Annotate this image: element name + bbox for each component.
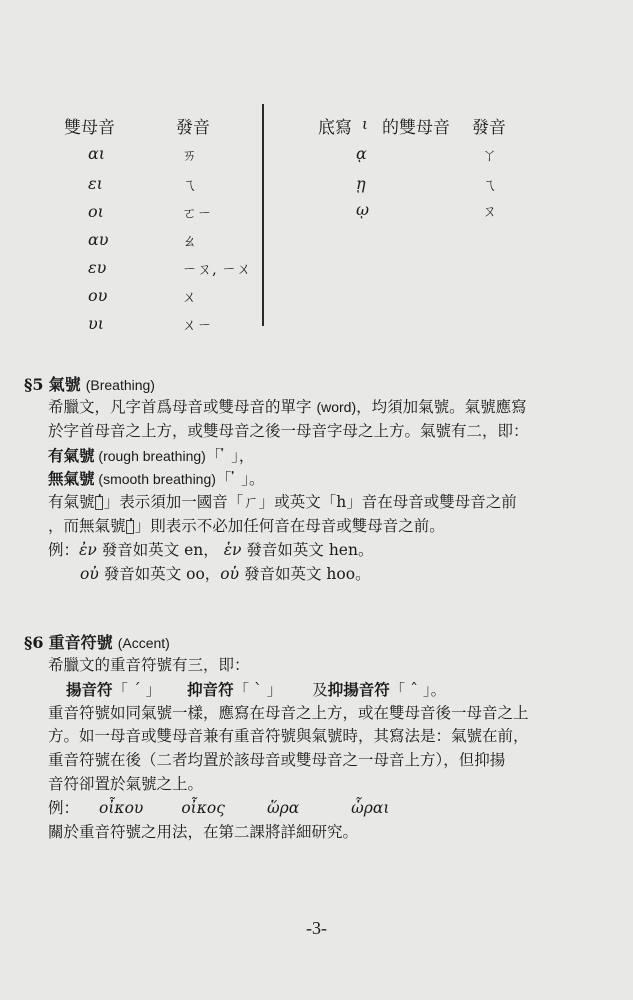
left-row-zhuyin: ㄛㄧ (182, 204, 213, 222)
smooth-breathing-label: 無氣號 (48, 469, 95, 489)
example-greek: οἶκος (181, 798, 225, 817)
left-row-greek: ει (88, 174, 103, 193)
text-span: (word) (316, 399, 357, 415)
left-row-zhuyin: ㄠ (182, 232, 198, 250)
text-line: ，而無氣號「̓」則表示不必加任何音在母音或雙母音之前。 (48, 516, 445, 535)
smooth-breathing-en: (smooth breathing) (94, 471, 216, 488)
right-header-iota: ι (362, 115, 368, 133)
example-label: 例： (48, 798, 80, 817)
table-divider (262, 104, 264, 326)
right-row-greek: ῳ (356, 200, 370, 219)
left-row-greek: ου (88, 286, 108, 305)
section5-title: 氣號 (48, 375, 81, 394)
text-line: 關於重音符號之用法，在第二課將詳細研究。 (48, 822, 359, 841)
example-text: 發音如英文 hen。 (241, 540, 374, 559)
example-label: 例： (48, 540, 80, 559)
circumflex-mark: 「 ˆ 」。 (389, 680, 447, 699)
left-row-greek: οι (88, 202, 104, 221)
text-span: 希臘文，凡字首爲母音或雙母音的單字 (48, 398, 317, 416)
grave-mark: 「 ` 」 (233, 680, 283, 699)
left-row-greek: αι (88, 144, 106, 163)
smooth-breathing-mark: 「 ̓ 」。 (215, 470, 265, 489)
text-line: 於字首母音之上方，或雙母音之後一母音字母之上方。氣號有二，即： (48, 421, 529, 440)
section6-title: 重音符號 (48, 633, 113, 652)
right-header-diphthong: 的雙母音 (382, 118, 450, 138)
left-row-zhuyin: ㄨ (182, 288, 198, 306)
text-line: 有氣號「̔」表示須加一國音「ㄏ」或英文「h」音在母音或雙母音之前 (48, 493, 517, 512)
section5-heading (24, 372, 155, 395)
left-row-greek: ευ (88, 258, 107, 277)
rough-breathing-mark: 「 ̔ 」， (205, 446, 255, 465)
right-row-greek: ῃ (356, 174, 366, 193)
smooth-breathing-line (48, 467, 588, 491)
section6-heading (24, 630, 170, 653)
section6-body (48, 654, 588, 844)
text-line (48, 396, 588, 420)
section5-number: §5 (24, 375, 44, 394)
left-row-zhuyin: ㄧㄡ, ㄧㄨ (182, 260, 252, 278)
text-line: 重音符號在後（二者均置於該母音或雙母音之一母音上方），但抑揚 (48, 751, 506, 770)
text-line: 音符卻置於氣號之上。 (48, 774, 204, 793)
circumflex-label: 抑揚音符 (327, 679, 390, 699)
example-line (48, 563, 588, 587)
left-row-greek: αυ (88, 230, 109, 249)
section5-body (48, 396, 588, 586)
right-row-greek: ᾳ (356, 144, 367, 163)
page-number: -3- (306, 918, 327, 938)
example-greek: ἐν (79, 540, 97, 559)
example-greek: ὥρα (266, 798, 300, 817)
left-row-zhuyin: ㄨㄧ (182, 316, 213, 334)
acute-label: 揚音符 (66, 679, 113, 699)
text-line: 方。如一母音或雙母音兼有重音符號與氣號時，其寫法是：氣號在前， (48, 727, 529, 746)
right-row-zhuyin: ㄚ (482, 146, 498, 164)
example-text: 發音如英文 oo， (98, 564, 221, 583)
right-row-zhuyin: ㄟ (482, 176, 498, 194)
section6-number: §6 (24, 633, 44, 652)
section5-title-en: (Breathing) (85, 377, 155, 393)
left-row-zhuyin: ㄟ (182, 176, 198, 194)
example-line (48, 797, 588, 821)
left-row-zhuyin: ㄞ (182, 146, 198, 164)
example-greek: ὧραι (351, 798, 390, 817)
text-line: 重音符號如同氣號一樣，應寫在母音之上方，或在雙母音後一母音之上 (48, 703, 529, 722)
right-header-subscript: 底寫 (318, 118, 352, 138)
rough-breathing-label: 有氣號 (48, 445, 95, 465)
left-row-greek: υι (88, 314, 104, 333)
left-header-pronunciation: 發音 (176, 118, 210, 138)
example-text: 發音如英文 hoo。 (239, 564, 371, 583)
grave-label: 抑音符 (187, 679, 234, 699)
example-line (48, 539, 588, 563)
rough-breathing-line (48, 444, 588, 468)
acute-mark: 「 ΄ 」 (112, 680, 162, 699)
right-row-zhuyin: ㄡ (482, 202, 498, 220)
left-header-diphthong: 雙母音 (64, 118, 115, 138)
and-text: 及 (312, 680, 328, 699)
example-greek: οἶκου (99, 798, 144, 817)
accent-types-line (48, 678, 588, 702)
right-header-pronunciation: 發音 (472, 118, 506, 138)
text-span: ，均須加氣號。氣號應寫 (356, 398, 527, 416)
section6-title-en: (Accent) (117, 635, 170, 651)
example-greek: οὑ (220, 564, 240, 583)
example-greek: οὐ (80, 564, 99, 583)
example-text: 發音如英文 en， (96, 540, 219, 559)
example-greek: ἑν (223, 540, 242, 559)
text-line: 希臘文的重音符號有三，即： (48, 656, 250, 674)
rough-breathing-en: (rough breathing) (94, 447, 206, 464)
